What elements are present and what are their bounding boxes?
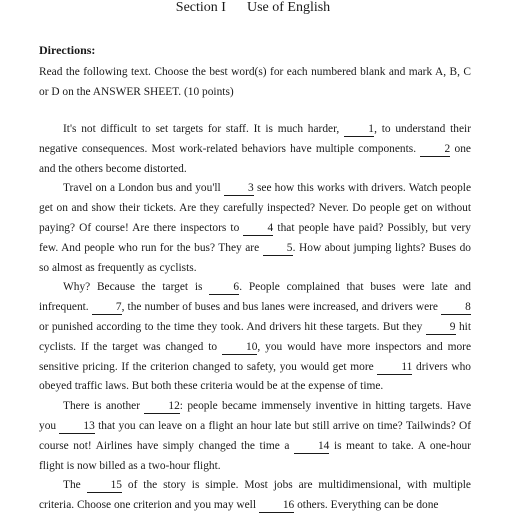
passage-text: , the number of buses and bus lanes were increased, and drivers were (121, 301, 441, 314)
directions-text: Read the following text. Choose the best word(s) for each numbered blank and mark A, B, C or D on the ANSWER SHEET. (10 points) (39, 66, 471, 98)
passage-text: of the story is simple. Most jobs are multidimensional, with multiple criteria. Choose one criterion and you may well (39, 479, 471, 512)
passage-text: hit cyclists. If the target was changed to (39, 320, 471, 353)
blank-11: 11 (377, 361, 412, 375)
blank-7: 7 (92, 301, 122, 315)
blank-8: 8 (441, 301, 471, 315)
blank-1: 1 (344, 123, 374, 137)
blank-5: 5 (263, 242, 293, 256)
blank-9: 9 (426, 321, 456, 335)
section-name: Use of English (246, 0, 331, 15)
passage-text: : people became immensely inventive in hitting targets. Have you (39, 400, 471, 432)
passage-text: others. Everything can be done (294, 499, 439, 512)
passage-text: . People complained that buses were late and infrequent. (39, 281, 471, 314)
passage-text: drivers who obeyed traffic laws. But both these criteria would be at the expense of time. (39, 360, 471, 393)
section-title (0, 0, 506, 16)
blank-16: 16 (259, 499, 294, 513)
blank-15: 15 (87, 479, 122, 493)
passage-text: It's not difficult to set targets for staff. It is much harder, (63, 123, 345, 135)
passage-paragraph (39, 120, 471, 179)
section-numeral: I (221, 0, 226, 15)
passage-text: see how this works with drivers. Watch people get on and show their tickets. Are they carefully inspected? Never. Do people get on without paying? Of course! Are there inspectors to (39, 182, 471, 234)
passage-text: , to understand their negative consequences. Most work-related behaviors have multiple components. (39, 123, 471, 155)
blank-3: 3 (224, 182, 254, 196)
blank-13: 13 (59, 420, 94, 434)
blank-2: 2 (420, 143, 450, 157)
passage-text: that you can leave on a flight an hour late but still arrive on time? Tailwinds? Of course not! Airlines have simply changed the time a (39, 419, 472, 452)
passage-text: , you would have more inspectors and more sensitive pricing. If the criterion changed to safety, you would get more (39, 340, 471, 373)
passage-text: that people have paid? Possibly, but very few. And people who run for the bus? They are (39, 221, 471, 254)
blank-6: 6 (209, 281, 239, 295)
passage-paragraph (39, 278, 471, 397)
blank-4: 4 (243, 222, 273, 236)
passage-text: The (63, 479, 87, 492)
passage-text: or punished according to the time they took. And drivers hit these targets. But they (39, 320, 426, 333)
passage-paragraph (39, 476, 471, 514)
passage-paragraph (39, 397, 471, 476)
passage-text: Travel on a London bus and you'll (63, 182, 224, 195)
passage-text: one and the others become distorted. (39, 142, 471, 175)
blank-14: 14 (294, 440, 329, 454)
passage-paragraph (39, 179, 471, 278)
section-label: Section (175, 0, 218, 15)
passage-text: is meant to take. A one-hour flight is now billed as a two-hour flight. (39, 439, 472, 472)
passage-text: Why? Because the target is (63, 281, 210, 294)
passage-text: There is another (63, 400, 145, 413)
passage-text: . How about jumping lights? Buses do so almost as frequently as cyclists. (39, 241, 471, 274)
blank-12: 12 (144, 400, 179, 414)
directions-heading: Directions: (39, 43, 96, 57)
passage (39, 120, 471, 514)
blank-10: 10 (222, 341, 257, 355)
